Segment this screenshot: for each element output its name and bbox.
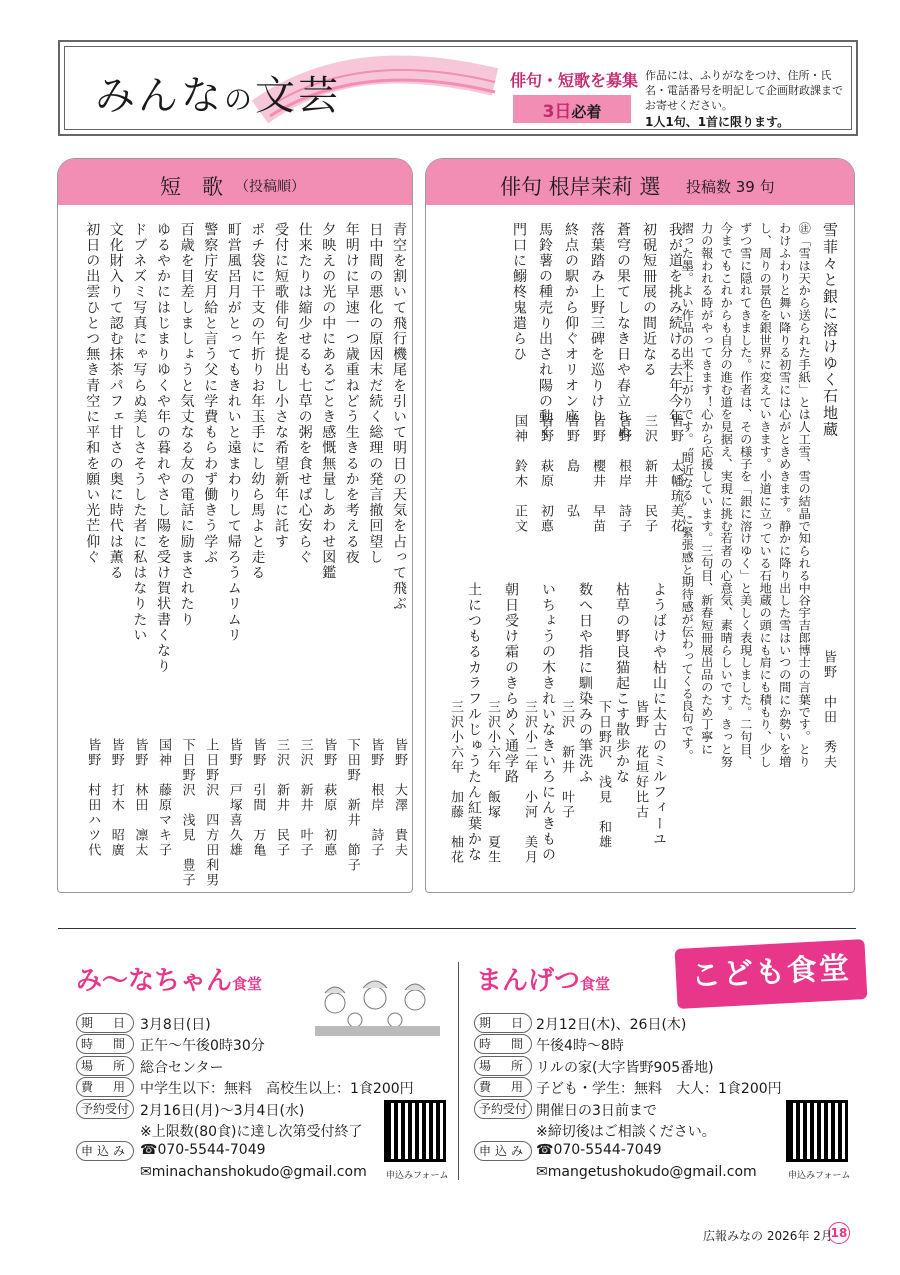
tanka-author: 皆野 村田ハツ代 [85,738,101,858]
tanka-poem: ポチ袋に干支の午折りお年玉手にし幼ら馬よと走る [249,222,266,581]
commentary-line: ずつ雪に隠れてきました。作者は、その様子を「銀に溶けゆく」と美しく表現しました。二句目、 [738,222,753,768]
tanka-poem: 青空を割いて飛行機尾を引いて明日の天気を占って飛ぶ [391,222,407,612]
tanka-poem: 仕来たりは縮少せるも七草の粥を食せば心安らぐ [296,222,313,566]
mina-row-label: 期 日 [76,1013,134,1033]
haiku-author: 下日野沢 浅見 和雄 [596,700,611,850]
mangetsu-row-value: 午後4時〜8時 [536,1038,624,1055]
tanka-poem: 年明けに早速一つ歳重ねどう生きるかを考える夜 [343,222,360,566]
haiku-author: 三沢小二年 小河 美月 [522,700,537,865]
tanka-author: 皆野 打木 昭廣 [108,738,124,858]
haiku-author: 皆野 花垣好比古 [633,700,648,820]
haiku-poem: 終点の駅から仰ぐオリオン座 [563,222,579,425]
chef-illustration [300,968,450,1038]
commentary-line: ㊟「雪は天から送られた手紙」とは人工雪、雪の結晶で知られる中谷宇吉郎博士の言葉です。とり [797,222,812,768]
haiku-author: 三沢 新井 叶子 [559,700,574,820]
kodomo-shokudo-badge: こども食堂 [675,939,868,1009]
featured-haiku-author: 皆野 中田 秀夫 [821,650,836,770]
tanka-poem: 受付に短歌俳句を提出し小さな希望新年に託す [273,222,289,550]
tanka-author: 三沢 新井 民子 [274,738,289,858]
tanka-author: 皆野 戸塚喜久雄 [226,738,242,858]
mangetsu-row-value: 子ども・学生：無料 大人：1食200円 [536,1081,782,1098]
submission-limit: 1人1句、1首に限ります。 [645,115,790,129]
commentary-line: わけふわりと舞い降りる初雪には心がときめきます。静かに降り出した雪はいつの間にか勢いを増 [777,222,792,768]
mina-row-label: 予約受付 [76,1099,134,1119]
mangetsu-row-label: 予約受付 [474,1099,532,1119]
mangetsu-row-label: 申込み [474,1141,532,1161]
haiku-title: 俳句 根岸茉莉 選 [500,175,661,199]
page-number: 18 [828,1222,850,1244]
tanka-author: 皆野 引間 万亀 [250,738,266,858]
mangetsu-row-label: 期 日 [474,1013,532,1033]
mangetsu-row-value: 開催日の3日前まで [536,1102,657,1119]
mangetsu-cafeteria-name: まんげつ食堂 [476,966,611,996]
haiku-poem: いちょうの木きれいなきいろにんきもの [540,582,556,863]
tanka-author: 皆野 根岸 詩子 [368,738,384,858]
tanka-author: 皆野 林田 凛太 [132,738,148,858]
tanka-poem: 町営風呂月がとってもきれいと遠まわりして帰ろうムリムリ [225,222,242,644]
tanka-author: 上日野沢 四方田利男 [203,738,219,888]
mina-cafeteria-name: み〜なちゃん食堂 [76,966,263,996]
haiku-poem: 初硯短冊展の間近なる [641,222,657,378]
tanka-poem: 初日の出雲ひとつ無き青空に平和を願い光芒仰ぐ [84,222,101,566]
mina-row-value: ※上限数(80食)に達し次第受付終了 [140,1124,363,1140]
mangetsu-row-label: 場 所 [474,1056,532,1076]
haiku-author: 皆野 太幡琉美花 [668,414,683,534]
tanka-author: 皆野 萩原 初悳 [321,738,337,858]
tanka-poem: 文化財入りて認む抹茶パフェ甘さの奥に時代は薫る [107,222,124,581]
haiku-author: 三沢小六年 加藤 柚花 [448,700,463,865]
haiku-author: 三沢小六年 飯塚 夏生 [485,700,500,865]
tanka-author: 国神 藤原マキ子 [156,738,171,858]
haiku-poem: 蒼穹の果てしなき日や春立ちぬ [615,222,631,441]
haiku-poem: 我が道を挑み続ける去年今年 [667,222,683,425]
haiku-poem: 門口に鰯柊鬼遣らひ [511,222,527,363]
haiku-author: 三沢 新井 民子 [642,414,657,534]
mangetsu-qr-caption: 申込みフォーム [788,1171,851,1181]
mina-row-value: 3月8日(日) [140,1017,211,1033]
mina-qr-caption: 申込みフォーム [386,1171,449,1181]
haiku-poem: 落葉踏み上野三碑を巡りけり [589,222,605,425]
commentary-line: 摺った墨。よい作品の出来上がりです。〝間近なる〟に緊張感と期待感が伝わってくる良句です。 [680,222,695,762]
section-divider [58,928,856,929]
haiku-poem: 数へ日や指に馴染みの筆洗ふ [577,582,593,785]
haiku-subtitle: 投稿数 39 句 [686,178,775,196]
mangetsu-row-value: 2月12日(木)、26日(木) [536,1017,687,1033]
haiku-author: 皆野 根岸 詩子 [616,414,631,534]
haiku-author: 皆野 櫻井 早苗 [590,414,605,534]
tanka-author: 下日野沢 浅見 豊子 [179,738,195,888]
mina-row-value: 中学生以下：無料 高校生以上：1食200円 [140,1081,414,1098]
footer-publication: 広報みなの 2026年 2月 [703,1229,833,1243]
mangetsu-row-value: リルの家(大字皆野905番地) [536,1059,714,1076]
tanka-subtitle: （投稿順） [235,179,305,195]
cafeteria-divider [458,962,459,1180]
tanka-poem: 警察庁安月給と言う父に学費もらわず働きう学ぶ [202,222,219,566]
tanka-poem: ドブネズミ写真にゃ写らぬ美しさそうした者に私はなりたい [131,222,148,644]
mangetsu-row-label: 時 間 [474,1034,532,1054]
recruit-label: 俳句・短歌を募集 [510,71,639,90]
featured-haiku: 雪菲々と銀に溶けゆく石地蔵 [821,222,839,438]
haiku-poem: ようばけや枯山に太古のミルフィーユ [651,582,667,848]
tanka-author: 三沢 新井 叶子 [297,738,313,858]
mangetsu-row-label: 費 用 [474,1077,532,1097]
tanka-poem: 日中間の悪化の原因末だ続く総理の発言撤回望し [367,222,384,566]
mina-row-value: 総合センター [140,1059,224,1076]
mina-row-label: 時 間 [76,1034,134,1054]
tanka-poem: 夕映えの光の中にあるごとき感慨無量しあわせ図鑑 [320,222,337,581]
haiku-poem: 馬鈴薯の種売り出され陽の動く [537,222,553,441]
mina-row-value: 正午〜午後0時30分 [140,1038,265,1055]
mangetsu-row-value: ✉mangetushokudo@gmail.com [536,1163,757,1180]
mina-row-label: 費 用 [76,1077,134,1097]
mina-row-value: 2月16日(月)〜3月4日(水) [140,1102,305,1119]
commentary-line: し、周りの景色を銀世界に変えていきます。小道に立っている石地蔵の頭にも肩にも積もり、少し [758,222,773,768]
mina-row-value: ☎070-5544-7049 [140,1142,266,1159]
submission-note: 作品には、ふりがなをつけ、住所・氏名・電話番号を明記して企画財政課までお寄せください。 [645,69,843,112]
tanka-poem: ゆるやかにはじまりゆくや年の暮れやさし陽を受け賀状書くなり [155,222,171,675]
haiku-poem: 土につもるカラフルじゅうたん紅葉かな [466,582,482,863]
mangetsu-row-value: ☎070-5544-7049 [536,1142,662,1159]
mina-row-label: 申込み [76,1141,134,1161]
commentary-line: 今までもこれからも自分の進む道を見据え、実現に挑む若者の心意気、素晴らしいです。きっと努 [719,222,734,768]
haiku-author: 皆野 島 弘 [564,414,579,519]
commentary-line: 力の報われる時がやってきます！心から応援しています。三句目、新春短冊展出品のため丁寧に [699,222,714,756]
tanka-poem: 百歳を目差しましょうと気丈なる友の電話に励まされたり [178,222,195,628]
deadline-badge: 3日必着 [513,95,631,123]
tanka-author: 下田野 新井 節子 [344,738,360,873]
mangetsu-row-value: ※締切後はご相談ください。 [536,1124,716,1140]
mina-row-value: ✉minachanshokudo@gmail.com [140,1163,367,1180]
haiku-poem: 朝日受け霜のきらめく通学路 [503,582,519,785]
mangetsu-qr-code[interactable] [786,1100,848,1162]
tanka-title: 短 歌 [160,175,223,199]
page-title: みんなの文芸 [95,73,342,119]
mina-row-label: 場 所 [76,1056,134,1076]
haiku-author: 皆野 萩原 初悳 [538,414,553,534]
mina-qr-code[interactable] [384,1100,446,1162]
haiku-author: 国神 鈴木 正文 [512,414,527,534]
tanka-author: 皆野 大澤 貴夫 [392,738,407,858]
haiku-poem: 枯草の野良猫起こす散歩かな [614,582,630,785]
